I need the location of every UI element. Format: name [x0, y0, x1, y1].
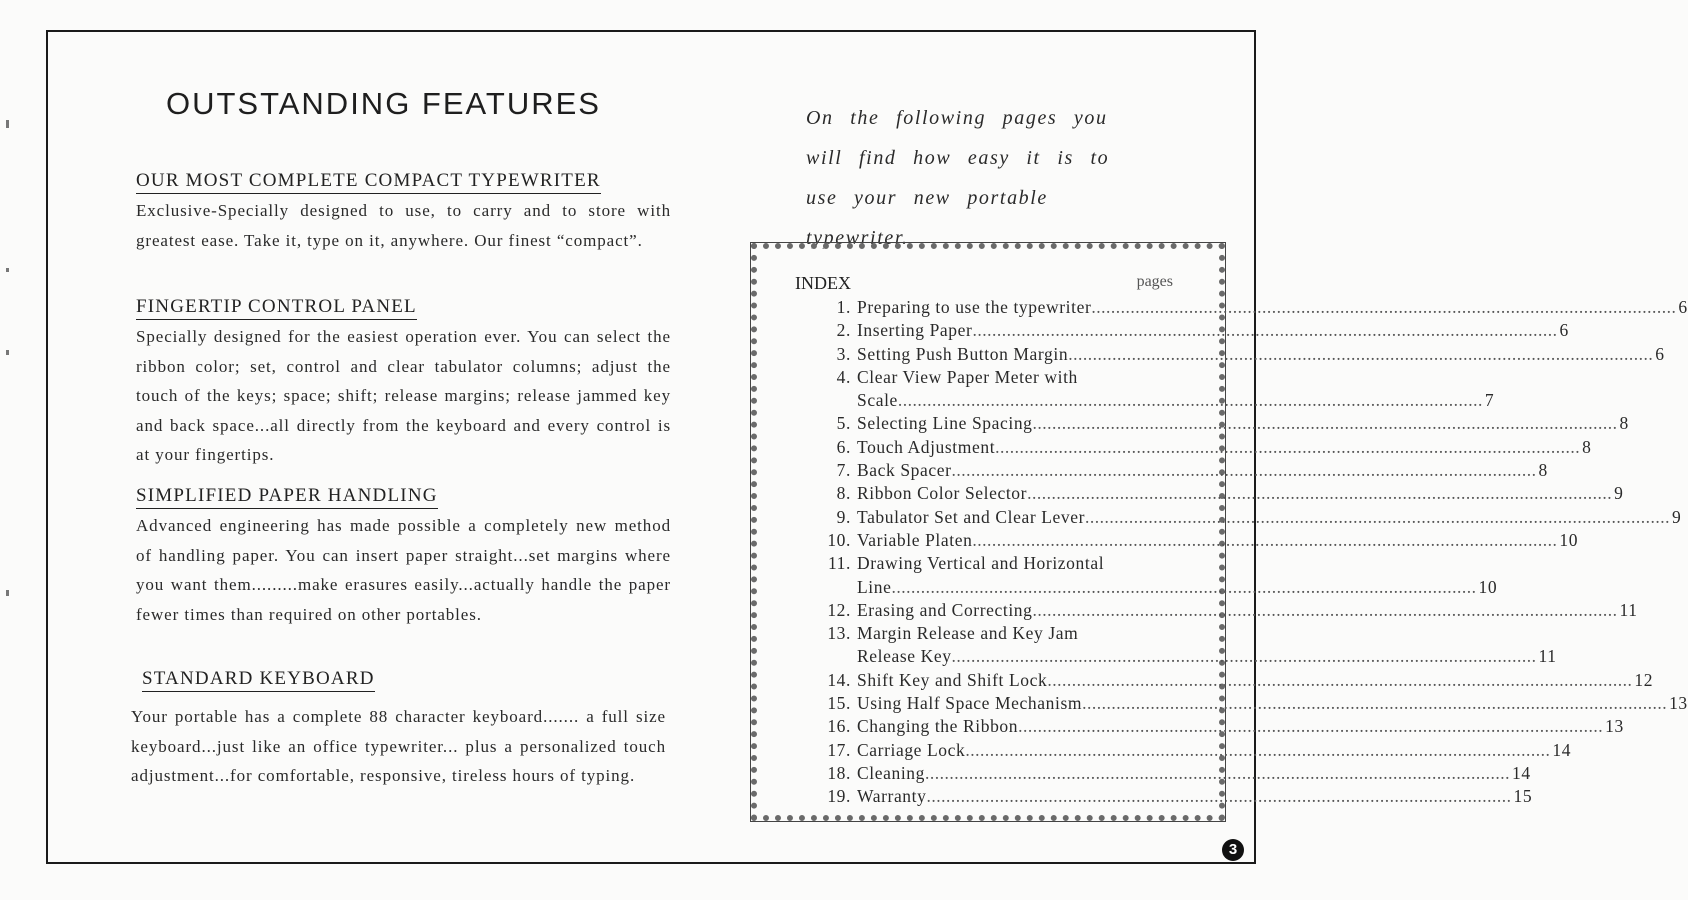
entry-page: 11 — [1619, 599, 1638, 620]
section-body: Specially designed for the easiest operation ever. You can select the ribbon color; set, control and clear tabulator columns; adjust the touch of the keys; space; shift; release margins; release jammed key and back space...all directly from the keyboard and every control is at your fingertips. — [136, 327, 671, 464]
section-heading: SIMPLIFIED PAPER HANDLING — [136, 485, 438, 509]
entry-page: 9 — [1614, 483, 1624, 504]
entry-title: Ribbon Color Selector — [857, 483, 1028, 504]
index-entry — [795, 715, 1624, 738]
index-list — [795, 273, 1688, 809]
index-entry — [795, 366, 1495, 413]
entry-number: 5. — [836, 413, 851, 434]
entry-number: 10. — [827, 529, 851, 550]
dot-leader: ........................................................................................................................ — [1032, 599, 1618, 620]
dot-leader: ........................................................................................................................ — [897, 390, 1483, 411]
dot-leader: ........................................................................................................................ — [924, 762, 1510, 783]
dot-leader: ........................................................................................................................ — [1082, 693, 1668, 714]
index-entry — [795, 622, 1557, 669]
index-entry — [795, 319, 1569, 342]
dot-leader: ........................................................................................................................ — [1085, 506, 1671, 527]
section-body: Your portable has a complete 88 character keyboard....... a full size keyboard...just like an office typewriter... plus a personalized touch adjustment...for comfortable, responsive, tireless hours of typing. — [131, 707, 666, 785]
entry-page: 8 — [1538, 460, 1548, 481]
entry-page: 6 — [1655, 343, 1665, 364]
entry-number: 17. — [827, 739, 851, 760]
page-number-badge: 3 — [1222, 839, 1244, 861]
index-header — [795, 273, 1173, 294]
entry-number: 14. — [827, 669, 851, 690]
entry-page: 6 — [1559, 320, 1569, 341]
entry-title: Touch Adjustment — [857, 436, 996, 457]
index-entry — [795, 552, 1498, 599]
feature-section — [136, 170, 671, 255]
entry-page: 6 — [1678, 297, 1688, 317]
entry-page: 9 — [1672, 506, 1682, 527]
entry-page: 13 — [1605, 716, 1624, 737]
entry-title: Drawing Vertical and Horizontal — [857, 553, 1105, 574]
dot-leader: ........................................................................................................................ — [972, 320, 1558, 341]
entry-title: Changing the Ribbon — [857, 716, 1019, 737]
section-body: Exclusive-Specially designed to use, to carry and to store with greatest ease. Take it, type on it, anywhere. Our finest “compact”. — [136, 201, 671, 250]
entry-title: Tabulator Set and Clear Lever — [857, 506, 1086, 527]
entry-title: Back Spacer — [857, 460, 952, 481]
entry-number: 7. — [836, 460, 851, 481]
entry-title: Cleaning — [857, 762, 925, 783]
index-entry — [795, 343, 1665, 366]
entry-number: 3. — [836, 343, 851, 364]
index-entry — [795, 599, 1638, 622]
dot-leader: ........................................................................................................................ — [965, 739, 1551, 760]
index-entry — [795, 762, 1531, 785]
section-heading: FINGERTIP CONTROL PANEL — [136, 296, 417, 320]
binding-mark — [6, 350, 9, 355]
entry-page: 13 — [1669, 693, 1688, 714]
dot-leader: ........................................................................................................................ — [972, 529, 1558, 550]
dot-leader: ........................................................................................................................ — [1027, 483, 1613, 504]
entry-title: Selecting Line Spacing — [857, 413, 1033, 434]
entry-number: 8. — [836, 483, 851, 504]
entry-number: 19. — [827, 786, 851, 807]
feature-section — [131, 668, 666, 791]
features-column — [134, 86, 669, 122]
entry-number: 18. — [827, 762, 851, 783]
index-entry — [795, 506, 1682, 529]
index-entry — [795, 296, 1688, 319]
entry-title: Inserting Paper — [857, 320, 973, 341]
entry-number: 6. — [836, 436, 851, 457]
entry-title: Release Key — [857, 646, 952, 667]
entry-title: Setting Push Button Margin — [857, 343, 1069, 364]
binding-mark — [6, 590, 9, 596]
entry-title: Preparing to use the typewriter — [857, 297, 1092, 317]
entry-page: 11 — [1538, 646, 1557, 667]
index-entry — [795, 785, 1533, 808]
entry-number: 16. — [827, 716, 851, 737]
entry-title: Variable Platen — [857, 529, 973, 550]
entry-title: Warranty — [857, 786, 927, 807]
dot-leader: ........................................................................................................................ — [926, 786, 1512, 807]
dot-leader: ........................................................................................................................ — [1047, 669, 1633, 690]
section-body: Advanced engineering has made possible a completely new method of handling paper. You can insert paper straight...set margins where you want them.........make erasures easily...actually handle the paper fewer times than required on other portables. — [136, 516, 671, 624]
entry-number: 11. — [827, 553, 851, 574]
entry-title: Scale — [857, 390, 898, 411]
entry-page: 12 — [1634, 669, 1654, 690]
index-entry — [795, 482, 1624, 505]
dot-leader: ........................................................................................................................ — [995, 436, 1581, 457]
entry-page: 14 — [1511, 762, 1531, 783]
entry-number: 1. — [836, 297, 851, 317]
entry-title: Margin Release and Key Jam — [857, 623, 1079, 644]
dot-leader: ........................................................................................................................ — [1018, 716, 1604, 737]
entry-number: 4. — [836, 366, 851, 387]
dot-leader: ........................................................................................................................ — [1068, 343, 1654, 364]
entry-title: Shift Key and Shift Lock — [857, 669, 1048, 690]
entry-page: 8 — [1619, 413, 1629, 434]
entry-number: 12. — [827, 599, 851, 620]
index-entry — [795, 529, 1579, 552]
binding-mark — [6, 120, 9, 128]
index-box — [751, 243, 1688, 821]
entry-page: 10 — [1559, 529, 1579, 550]
entry-number: 9. — [836, 506, 851, 527]
index-entries — [795, 296, 1688, 809]
entry-title: Clear View Paper Meter with — [857, 366, 1078, 387]
entry-page: 10 — [1478, 576, 1498, 597]
entry-title: Using Half Space Mechanism — [857, 693, 1083, 714]
binding-mark — [6, 268, 9, 272]
entry-title: Erasing and Correcting — [857, 599, 1033, 620]
index-entry — [795, 669, 1654, 692]
intro-text: On the following pages you will find how easy it is to use your new portable typewriter. — [806, 107, 1110, 249]
entry-page: 15 — [1513, 786, 1533, 807]
feature-section — [136, 485, 671, 629]
index-heading: INDEX — [795, 273, 851, 293]
dot-leader: ........................................................................................................................ — [1032, 413, 1618, 434]
entry-number: 2. — [836, 320, 851, 341]
entry-page: 8 — [1582, 436, 1592, 457]
index-entry — [795, 739, 1572, 762]
entry-title: Line — [857, 576, 892, 597]
index-entry — [795, 692, 1688, 715]
index-entry — [795, 436, 1592, 459]
entry-number: 13. — [827, 623, 851, 644]
pages-label: pages — [1136, 273, 1173, 290]
dot-leader: ........................................................................................................................ — [891, 576, 1477, 597]
section-heading: OUR MOST COMPLETE COMPACT TYPEWRITER — [136, 170, 601, 194]
index-entry — [795, 459, 1548, 482]
section-heading: STANDARD KEYBOARD — [142, 668, 375, 692]
dot-leader: ........................................................................................................................ — [951, 460, 1537, 481]
dot-leader: ........................................................................................................................ — [1091, 297, 1677, 317]
entry-page: 14 — [1552, 739, 1572, 760]
page-title: OUTSTANDING FEATURES — [166, 86, 601, 121]
entry-title: Carriage Lock — [857, 739, 966, 760]
index-entry — [795, 412, 1629, 435]
dot-leader: ........................................................................................................................ — [951, 646, 1537, 667]
feature-section — [136, 296, 671, 470]
entry-page: 7 — [1484, 390, 1495, 411]
entry-number: 15. — [827, 693, 851, 714]
